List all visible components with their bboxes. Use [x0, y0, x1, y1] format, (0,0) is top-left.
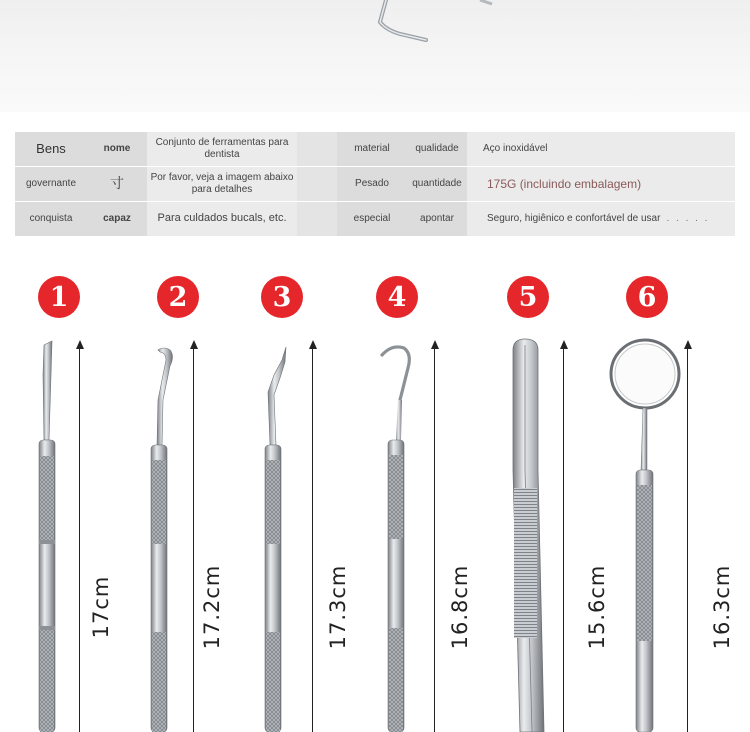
spec-label: especial	[337, 202, 407, 237]
tool-length-4: 16.8cm	[448, 564, 472, 650]
spec-label: qualidade	[407, 132, 467, 167]
tool-number-badge-5: 5	[507, 276, 549, 318]
measure-arrow-4	[431, 340, 439, 732]
spec-label: apontar	[407, 202, 467, 237]
tool-length-2: 17.2cm	[200, 564, 224, 650]
spec-value-weight: 175G (incluindo embalagem)	[467, 167, 735, 202]
spec-label: governante	[15, 167, 87, 202]
spec-value: Aço inoxidável	[467, 132, 735, 167]
spec-label: Bens	[15, 132, 87, 167]
spec-label: capaz	[87, 202, 147, 237]
spec-value-text: Seguro, higiênico e confortável de usar	[487, 212, 661, 224]
spec-label: quantidade	[407, 167, 467, 202]
tool-number-badge-2: 2	[157, 276, 199, 318]
tool-number-badge-6: 6	[626, 276, 668, 318]
spec-label: 寸	[87, 167, 147, 202]
tool-4-hook-probe	[382, 347, 409, 732]
spec-value: Por favor, veja a imagem abaixo para detalhes	[147, 167, 297, 202]
spec-label: conquista	[15, 202, 87, 237]
tool-length-1: 17cm	[89, 575, 113, 639]
tool-3-curved-scaler	[265, 347, 286, 732]
tool-5-tweezers	[513, 339, 544, 732]
spec-value: Para culdados bucals, etc.	[147, 202, 297, 237]
spec-value: Conjunto de ferramentas para dentista	[147, 132, 297, 167]
tool-length-3: 17.3cm	[326, 564, 350, 650]
tool-2-sickle-probe	[151, 348, 173, 732]
tool-number-badge-1: 1	[38, 276, 80, 318]
tool-number-badge-4: 4	[376, 276, 418, 318]
spec-label: material	[337, 132, 407, 167]
tool-6-mouth-mirror	[611, 340, 679, 732]
measure-arrow-1	[76, 340, 84, 732]
measure-arrow-6	[684, 340, 692, 732]
spec-label: Pesado	[337, 167, 407, 202]
tool-length-6: 16.3cm	[710, 564, 734, 650]
measure-arrow-2	[190, 340, 198, 732]
tool-length-5: 15.6cm	[585, 564, 609, 650]
spec-label: nome	[87, 132, 147, 167]
measure-arrow-5	[560, 340, 568, 732]
tool-1-scaler	[39, 341, 55, 732]
measure-arrow-3	[309, 340, 317, 732]
tool-number-badge-3: 3	[261, 276, 303, 318]
spec-value-dots: . . . . .	[666, 212, 710, 224]
